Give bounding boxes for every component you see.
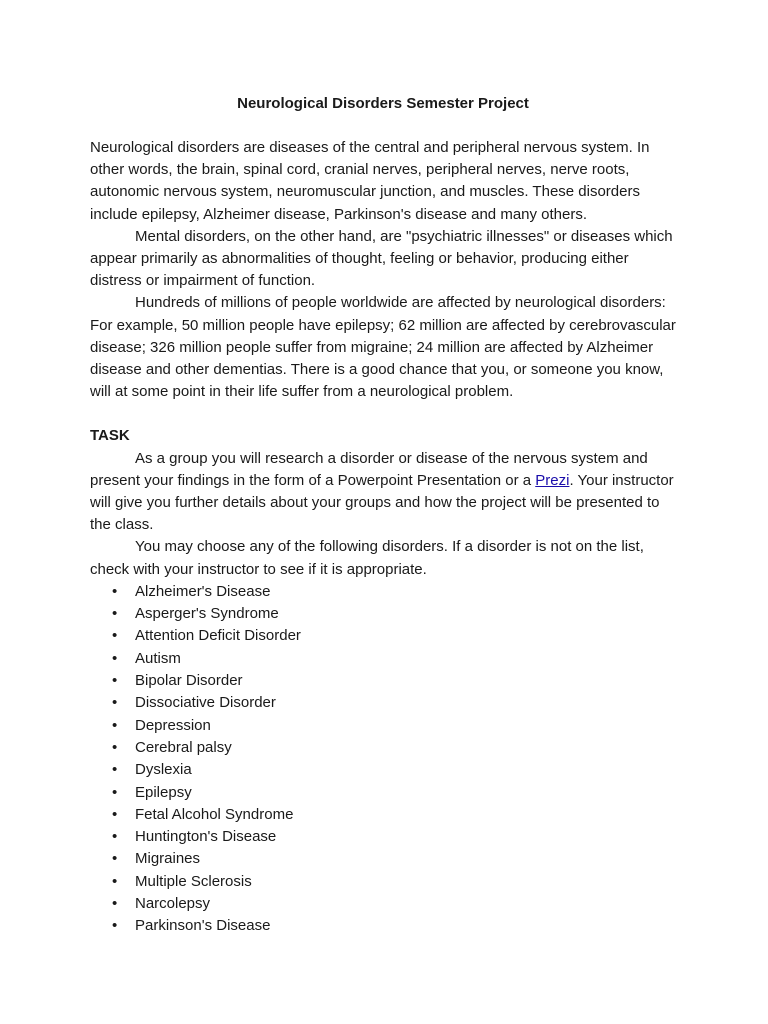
task-paragraph-1	[90, 448, 676, 537]
list-item	[90, 893, 676, 915]
list-item-label: Depression	[135, 716, 211, 734]
intro-paragraph-1: Neurological disorders are diseases of the central and peripheral nervous system. In other words, the brain, spinal cord, cranial nerves, peripheral nerves, nerve roots, autonomic nervous system, neuromuscular junction, and muscles. These disorders include epilepsy, Alzheimer disease, Parkinson's disease and many others.	[90, 139, 650, 223]
bullet-icon: •	[112, 582, 118, 600]
list-item	[90, 715, 676, 737]
intro-paragraph-3: Hundreds of millions of people worldwide are affected by neurological disorders: For example, 50 million people have epilepsy; 62 million are affected by cerebrovascular disease; 326 million people suffer from migraine; 24 million are affected by Alzheimer disease and other dementias. There is a good chance that you, or someone you know, will at some point in their life suffer from a neurological problem.	[90, 294, 676, 401]
bullet-icon: •	[112, 895, 118, 913]
bullet-icon: •	[112, 694, 118, 712]
bullet-icon: •	[112, 761, 118, 779]
task-paragraph-1-text-after: . Your instructor will give you further details about your groups and how the project will be presented to the class.	[90, 471, 674, 534]
bullet-icon: •	[112, 738, 118, 756]
list-item	[90, 603, 676, 625]
list-item-label: Attention Deficit Disorder	[135, 627, 301, 645]
list-item	[90, 782, 676, 804]
list-item	[90, 670, 676, 692]
bullet-icon: •	[112, 605, 118, 623]
bullet-icon: •	[112, 917, 118, 935]
list-item	[90, 581, 676, 603]
bullet-icon: •	[112, 649, 118, 667]
list-item-label: Dyslexia	[135, 761, 192, 779]
list-item-label: Epilepsy	[135, 783, 192, 801]
list-item-label: Alzheimer's Disease	[135, 582, 271, 600]
intro-paragraph-2: Mental disorders, on the other hand, are "psychiatric illnesses" or diseases which appear primarily as abnormalities of thought, feeling or behavior, producing either distress or impairment of function.	[90, 227, 673, 290]
list-item-label: Parkinson's Disease	[135, 917, 271, 935]
list-item-label: Bipolar Disorder	[135, 672, 243, 690]
disorder-list	[90, 581, 676, 938]
list-item-label: Migraines	[135, 850, 201, 868]
task-paragraph-2: You may choose any of the following disorders. If a disorder is not on the list, check with your instructor to see if it is appropriate.	[90, 538, 644, 578]
bullet-icon: •	[112, 828, 118, 846]
list-item-label: Narcolepsy	[135, 895, 211, 913]
list-item-label: Fetal Alcohol Syndrome	[135, 805, 294, 823]
bullet-icon: •	[112, 627, 118, 645]
list-item	[90, 625, 676, 647]
list-item	[90, 804, 676, 826]
list-item	[90, 692, 676, 714]
list-item	[90, 848, 676, 870]
bullet-icon: •	[112, 783, 118, 801]
list-item-label: Asperger's Syndrome	[135, 605, 279, 623]
bullet-icon: •	[112, 850, 118, 868]
list-item	[90, 648, 676, 670]
list-item	[90, 759, 676, 781]
document-title: Neurological Disorders Semester Project	[237, 95, 529, 112]
list-item	[90, 826, 676, 848]
task-paragraph-1-text-before: As a group you will research a disorder or disease of the nervous system and present your findings in the form of a Powerpoint Presentation or a	[90, 449, 648, 489]
list-item	[90, 871, 676, 893]
bullet-icon: •	[112, 672, 118, 690]
bullet-icon: •	[112, 716, 118, 734]
list-item	[90, 737, 676, 759]
list-item-label: Cerebral palsy	[135, 738, 232, 756]
list-item	[90, 915, 676, 937]
task-heading: TASK	[90, 427, 130, 445]
list-item-label: Dissociative Disorder	[135, 694, 276, 712]
list-item-label: Huntington's Disease	[135, 828, 277, 846]
list-item-label: Multiple Sclerosis	[135, 872, 252, 890]
bullet-icon: •	[112, 805, 118, 823]
prezi-link[interactable]: Prezi	[535, 471, 570, 489]
list-item-label: Autism	[135, 649, 181, 667]
bullet-icon: •	[112, 872, 118, 890]
